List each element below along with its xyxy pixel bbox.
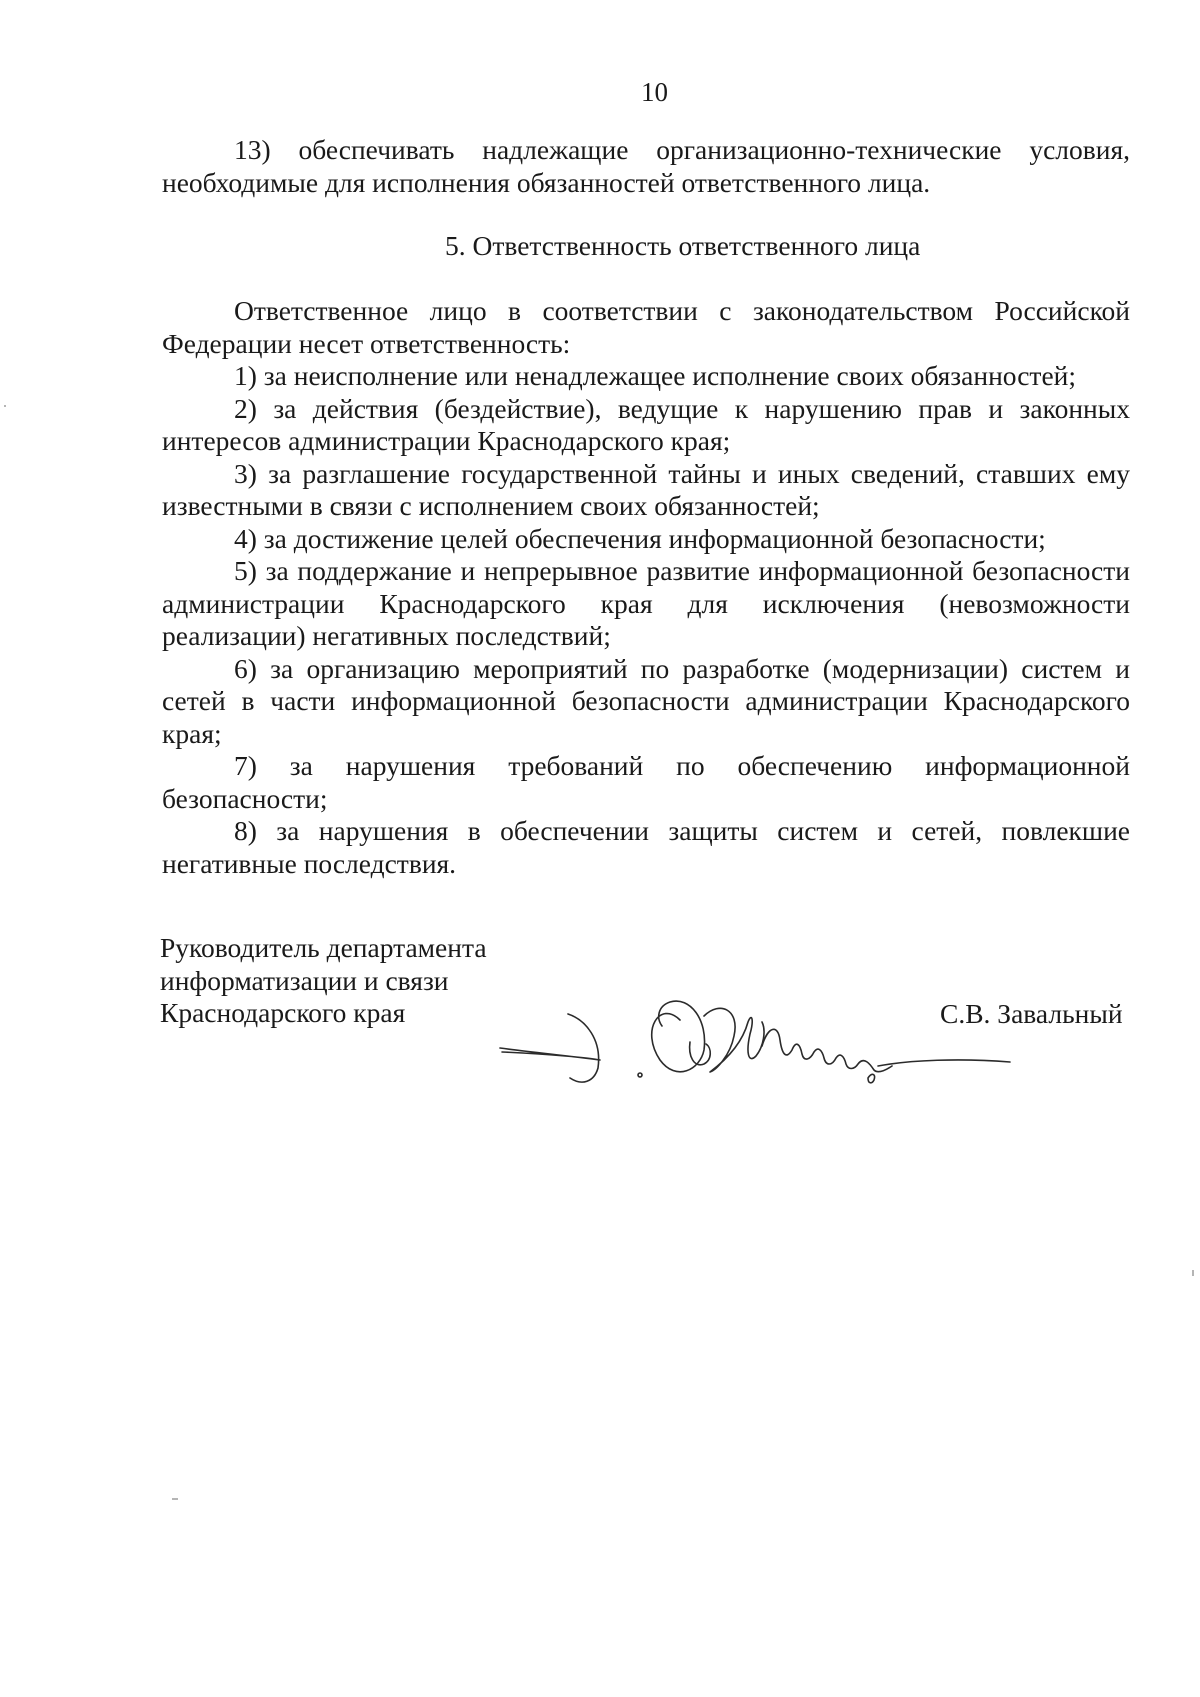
page-number: 10 [641, 77, 668, 107]
intro-block [162, 134, 1130, 199]
list-item: 6) за организацию мероприятий по разработке (модернизации) систем и сетей в части информационной безопасности администрации Краснодарского края; [162, 652, 1130, 749]
list-item: 3) за разглашение государственной тайны и иных сведений, ставших ему известными в связи с исполнением своих обязанностей; [162, 457, 1130, 521]
list-item: 7) за нарушения требований по обеспечению информационной безопасности; [162, 750, 1130, 814]
section-body [162, 295, 1130, 880]
scan-artifact [4, 405, 6, 407]
section-lead: Ответственное лицо в соответствии с законодательством Российской Федерации несет ответственность: [162, 295, 1130, 359]
handwritten-signature-icon [490, 960, 1030, 1110]
scan-artifact [1192, 1270, 1194, 1276]
list-item: 4) за достижение целей обеспечения информационной безопасности; [234, 522, 1046, 554]
signatory-name: С.В. Завальный [940, 998, 1123, 1029]
list-item: 1) за неисполнение или ненадлежащее исполнение своих обязанностей; [234, 360, 1077, 391]
list-item: 8) за нарушения в обеспечении защиты систем и сетей, повлекшие негативные последствия. [162, 815, 1130, 879]
position-line: информатизации и связи [160, 964, 449, 996]
signatory-position [160, 932, 487, 1030]
list-item-13: 13) обеспечивать надлежащие организационно-технические условия, необходимые для исполнения обязанностей ответственного лица. [162, 134, 1130, 198]
section-title: 5. Ответственность ответственного лица [445, 230, 921, 261]
scan-artifact [172, 1498, 178, 1500]
list-item: 2) за действия (бездействие), ведущие к нарушению прав и законных интересов администрации Краснодарского края; [162, 392, 1130, 456]
list-item: 5) за поддержание и непрерывное развитие информационной безопасности администрации Краснодарского края для исключения (невозможности реализации) негативных последствий; [162, 555, 1130, 651]
position-line: Руководитель департамента [160, 932, 487, 963]
position-line: Краснодарского края [160, 997, 406, 1028]
